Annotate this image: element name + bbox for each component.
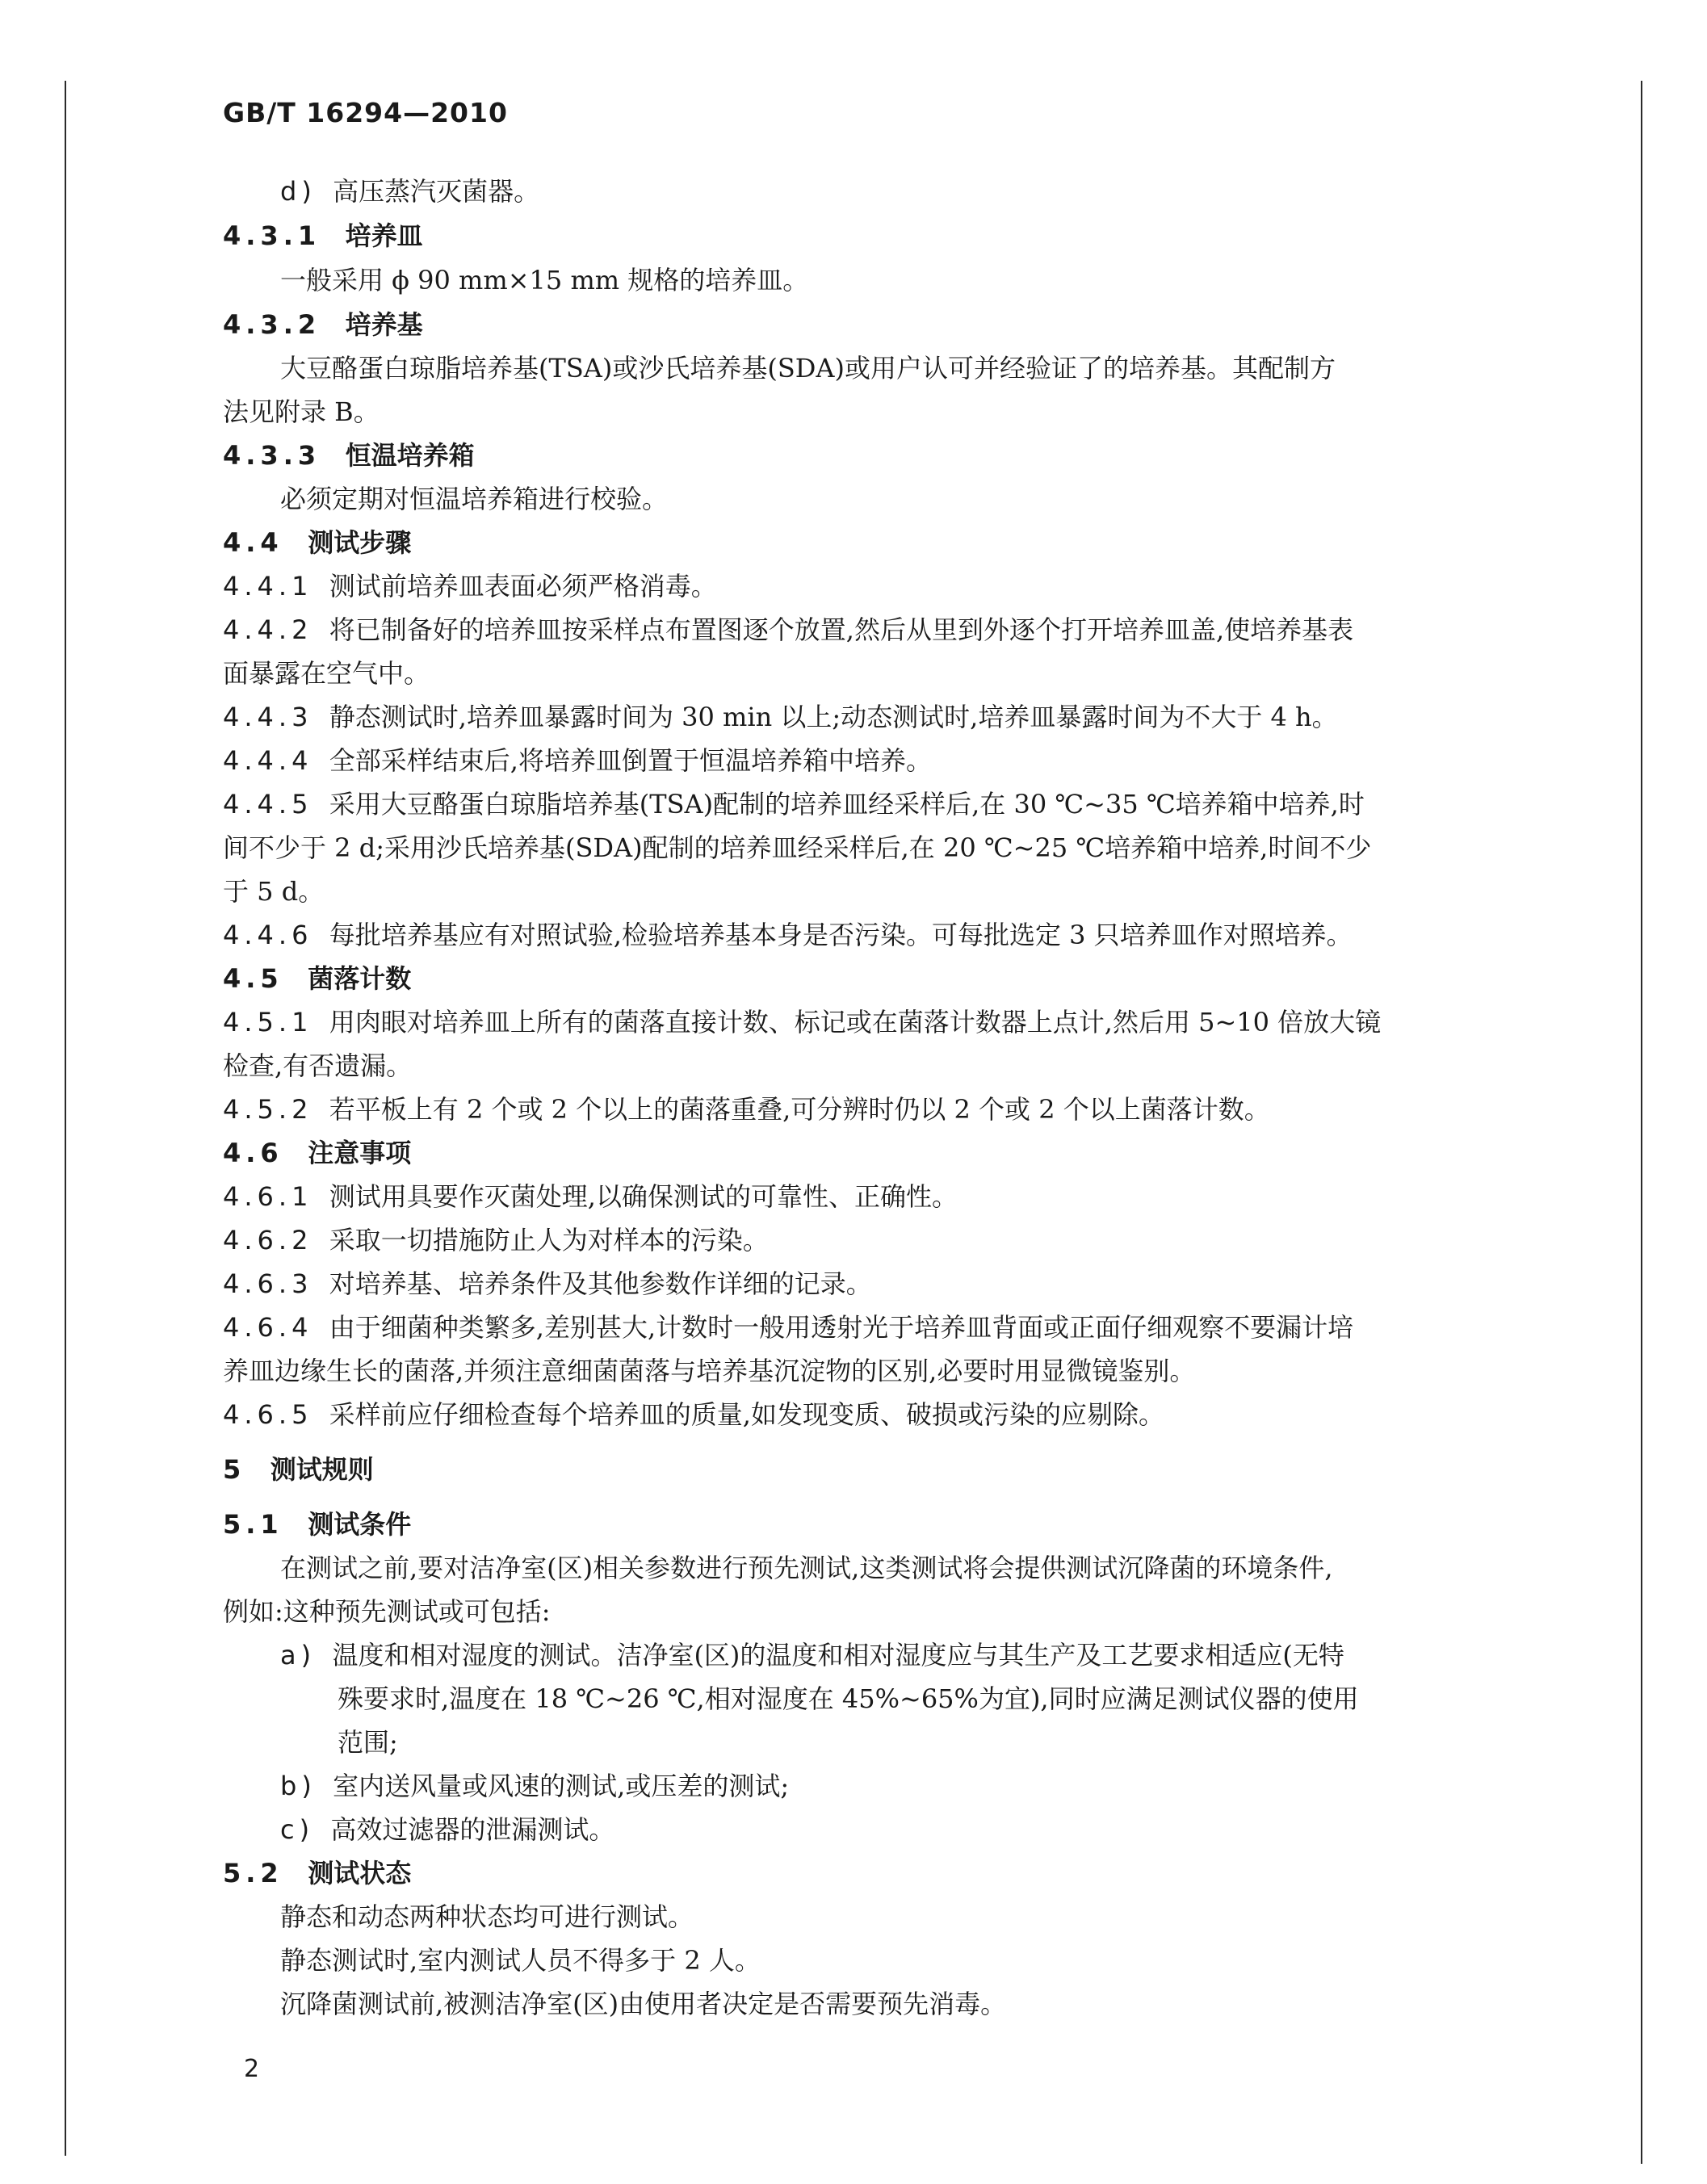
paragraph: 沉降菌测试前,被测洁净室(区)由使用者决定是否需要预先消毒。 bbox=[280, 1989, 1007, 2019]
paragraph: 4.6.1 测试用具要作灭菌处理,以确保测试的可靠性、正确性。 bbox=[223, 1181, 958, 1212]
list-item-continuation: 范围; bbox=[338, 1727, 398, 1758]
section-heading: 5.1 测试条件 bbox=[223, 1509, 412, 1540]
paragraph: 静态和动态两种状态均可进行测试。 bbox=[280, 1901, 694, 1932]
list-item: b) 室内送风量或风速的测试,或压差的测试; bbox=[280, 1771, 790, 1801]
paragraph: 4.6.3 对培养基、培养条件及其他参数作详细的记录。 bbox=[223, 1268, 872, 1299]
paragraph: 静态测试时,室内测试人员不得多于 2 人。 bbox=[280, 1945, 761, 1976]
paragraph: 4.6.2 采取一切措施防止人为对样本的污染。 bbox=[223, 1225, 769, 1255]
paragraph: 在测试之前,要对洁净室(区)相关参数进行预先测试,这类测试将会提供测试沉降菌的环境条件, bbox=[280, 1553, 1333, 1583]
section-heading: 4.3.2 培养基 bbox=[223, 309, 423, 340]
left-margin-line bbox=[65, 81, 66, 2156]
section-heading: 5.2 测试状态 bbox=[223, 1858, 412, 1888]
list-item-continuation: 殊要求时,温度在 18 ℃~26 ℃,相对湿度在 45%~65%为宜),同时应满足测试仪器的使用 bbox=[338, 1683, 1359, 1714]
paragraph: 法见附录 B。 bbox=[223, 396, 380, 427]
document-header: GB/T 16294—2010 bbox=[223, 97, 508, 128]
paragraph: 4.6.5 采样前应仔细检查每个培养皿的质量,如发现变质、破损或污染的应剔除。 bbox=[223, 1399, 1164, 1430]
paragraph: 面暴露在空气中。 bbox=[223, 658, 430, 689]
paragraph: 4.4.4 全部采样结束后,将培养皿倒置于恒温培养箱中培养。 bbox=[223, 745, 932, 776]
list-item: a) 温度和相对湿度的测试。洁净室(区)的温度和相对湿度应与其生产及工艺要求相适应(无特 bbox=[280, 1640, 1344, 1670]
paragraph: 4.4.2 将已制备好的培养皿按采样点布置图逐个放置,然后从里到外逐个打开培养皿盖,使培养基表 bbox=[223, 614, 1354, 645]
paragraph: 4.4.5 采用大豆酪蛋白琼脂培养基(TSA)配制的培养皿经采样后,在 30 ℃~35 ℃培养箱中培养,时 bbox=[223, 789, 1365, 820]
paragraph: 4.5.2 若平板上有 2 个或 2 个以上的菌落重叠,可分辨时仍以 2 个或 2 个以上菌落计数。 bbox=[223, 1094, 1270, 1125]
paragraph: 于 5 d。 bbox=[223, 876, 325, 907]
section-heading: 4.5 菌落计数 bbox=[223, 963, 412, 994]
paragraph: 4.4.1 测试前培养皿表面必须严格消毒。 bbox=[223, 571, 717, 602]
section-heading: 4.3.1 培养皿 bbox=[223, 220, 423, 251]
paragraph: 4.4.6 每批培养基应有对照试验,检验培养基本身是否污染。可每批选定 3 只培养皿作对照培养。 bbox=[223, 920, 1353, 950]
section-heading: 4.3.3 恒温培养箱 bbox=[223, 440, 475, 471]
paragraph: 养皿边缘生长的菌落,并须注意细菌菌落与培养基沉淀物的区别,必要时用显微镜鉴别。 bbox=[223, 1356, 1196, 1386]
right-margin-line bbox=[1641, 81, 1642, 2164]
section-heading: 5 测试规则 bbox=[223, 1454, 374, 1485]
paragraph: 一般采用 ϕ 90 mm×15 mm 规格的培养皿。 bbox=[280, 265, 809, 296]
list-item: c) 高效过滤器的泄漏测试。 bbox=[280, 1814, 615, 1845]
section-heading: 4.4 测试步骤 bbox=[223, 527, 412, 558]
paragraph: 例如:这种预先测试或可包括: bbox=[223, 1596, 551, 1627]
paragraph: 4.6.4 由于细菌种类繁多,差别甚大,计数时一般用透射光于培养皿背面或正面仔细观察不要漏计培 bbox=[223, 1312, 1354, 1343]
section-heading: 4.6 注意事项 bbox=[223, 1138, 412, 1168]
page-number: 2 bbox=[244, 2055, 260, 2083]
paragraph: 检查,有否遗漏。 bbox=[223, 1050, 413, 1081]
paragraph: 4.5.1 用肉眼对培养皿上所有的菌落直接计数、标记或在菌落计数器上点计,然后用 5~10 倍放大镜 bbox=[223, 1007, 1382, 1038]
paragraph: 4.4.3 静态测试时,培养皿暴露时间为 30 min 以上;动态测试时,培养皿暴露时间为不大于 4 h。 bbox=[223, 702, 1338, 732]
paragraph: 必须定期对恒温培养箱进行校验。 bbox=[280, 484, 669, 514]
paragraph: 间不少于 2 d;采用沙氏培养基(SDA)配制的培养皿经采样后,在 20 ℃~25 ℃培养箱中培养,时间不少 bbox=[223, 832, 1372, 863]
paragraph: 大豆酪蛋白琼脂培养基(TSA)或沙氏培养基(SDA)或用户认可并经验证了的培养基。其配制方 bbox=[280, 353, 1336, 384]
list-item: d) 高压蒸汽灭菌器。 bbox=[280, 176, 540, 207]
